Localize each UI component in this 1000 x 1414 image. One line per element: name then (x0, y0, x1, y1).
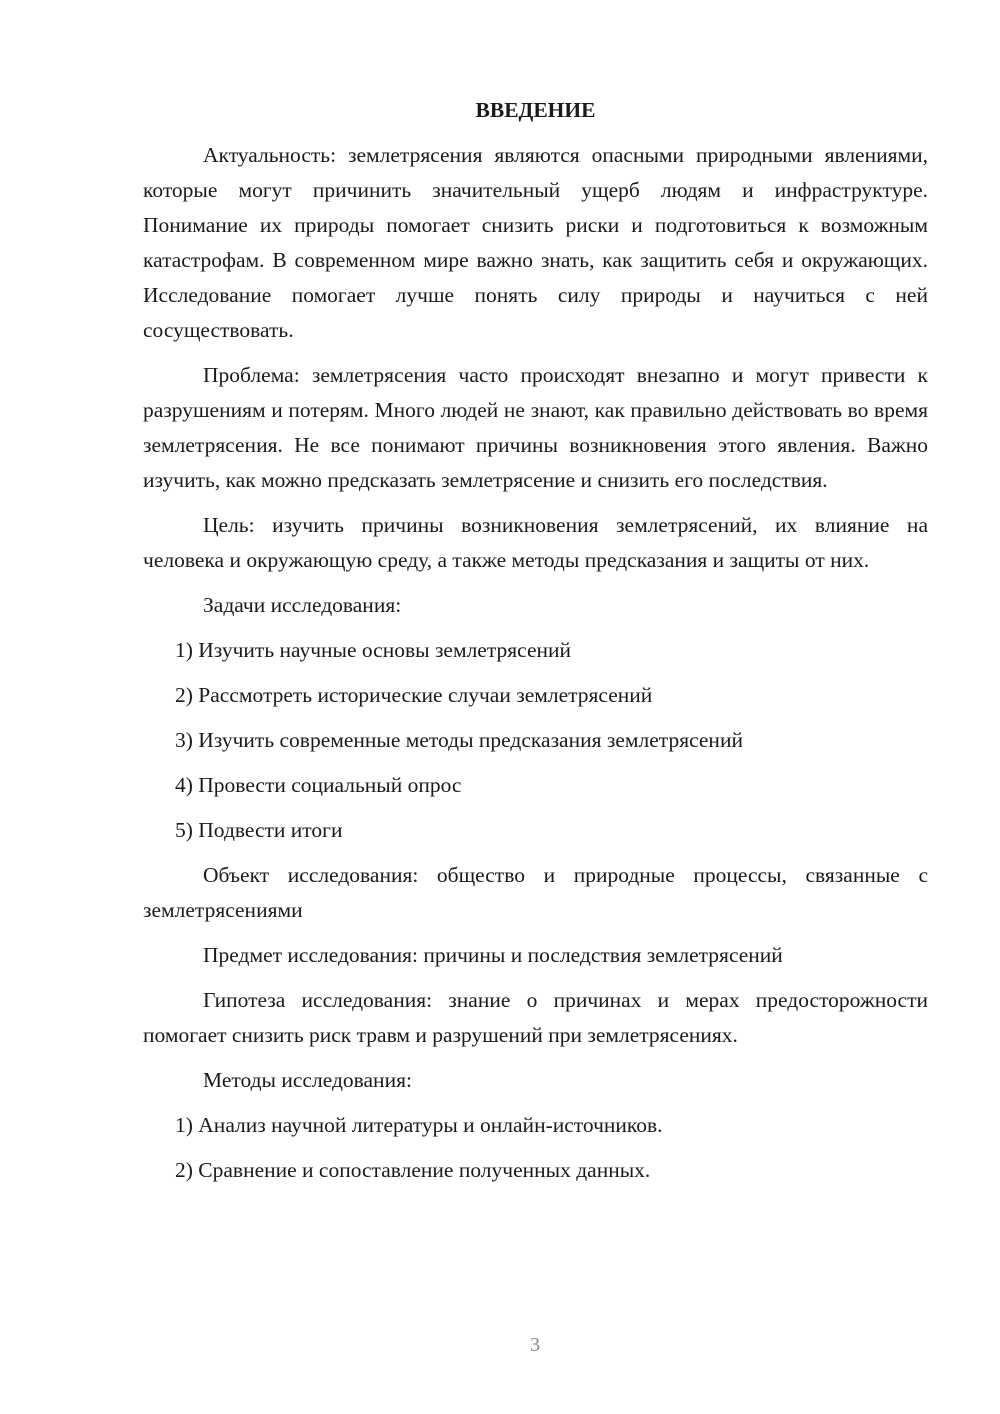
object-paragraph: Объект исследования: общество и природные процессы, связанные с землетрясениями (143, 863, 928, 922)
goal-paragraph: Цель: изучить причины возникновения землетрясений, их влияние на человека и окружающую среду, а также методы предсказания и защиты от них. (143, 513, 928, 572)
tasks-heading: Задачи исследования: (203, 593, 402, 617)
task-item: 4) Провести социальный опрос (175, 773, 462, 797)
page-number: 3 (530, 1334, 540, 1356)
method-item: 2) Сравнение и сопоставление полученных данных. (175, 1158, 651, 1182)
task-item: 1) Изучить научные основы землетрясений (175, 638, 572, 662)
relevance-paragraph: Актуальность: землетрясения являются опасными природными явлениями, которые могут причинить значительный ущерб людям и инфраструктуре. Понимание их природы помогает снизить риски и подготовиться к возможным катастрофам. В современном мире важно знать, как защитить себя и окружающих. Исследование помогает лучше понять силу природы и научиться с ней сосуществовать. (143, 143, 928, 342)
methods-heading: Методы исследования: (203, 1068, 412, 1092)
problem-paragraph: Проблема: землетрясения часто происходят внезапно и могут привести к разрушениям и потерям. Много людей не знают, как правильно действовать во время землетрясения. Не все понимают причины возникновения этого явления. Важно изучить, как можно предсказать землетрясение и снизить его последствия. (143, 363, 928, 492)
hypothesis-paragraph: Гипотеза исследования: знание о причинах и мерах предосторожности помогает снизить риск травм и разрушений при землетрясениях. (143, 988, 928, 1047)
section-title: ВВЕДЕНИЕ (475, 98, 596, 122)
subject-paragraph: Предмет исследования: причины и последствия землетрясений (203, 943, 783, 967)
task-item: 2) Рассмотреть исторические случаи землетрясений (175, 683, 653, 707)
task-item: 3) Изучить современные методы предсказания землетрясений (175, 728, 743, 752)
task-item: 5) Подвести итоги (175, 818, 343, 842)
document-page (143, 92, 928, 1198)
method-item: 1) Анализ научной литературы и онлайн-источников. (175, 1113, 663, 1137)
